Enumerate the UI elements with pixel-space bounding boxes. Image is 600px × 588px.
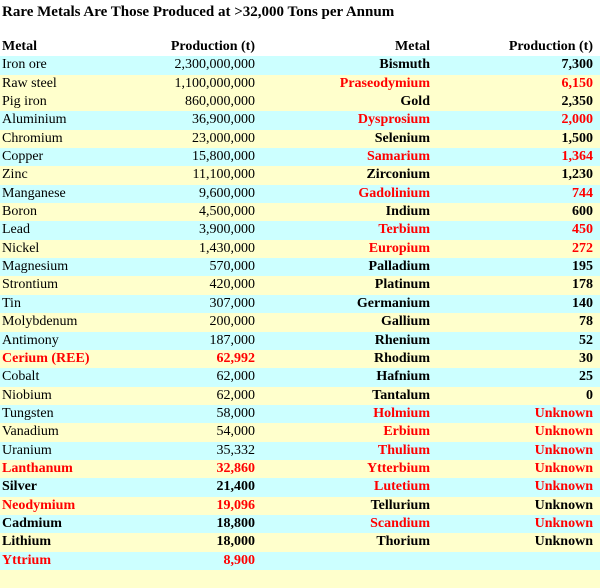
metal-cell: Palladium — [368, 259, 430, 275]
metal-cell: Molybdenum — [2, 314, 78, 330]
table-row — [0, 552, 600, 570]
table-row — [0, 295, 600, 313]
production-cell: 420,000 — [209, 277, 255, 293]
metal-cell: Holmium — [373, 405, 430, 421]
metal-cell: Praseodymium — [339, 75, 430, 91]
production-cell: 1,430,000 — [199, 240, 255, 256]
table-header-row — [0, 38, 600, 56]
metal-cell: Gold — [400, 94, 430, 110]
table-row — [0, 368, 600, 386]
metal-cell: Yttrium — [2, 552, 51, 568]
production-cell: 178 — [572, 277, 593, 293]
metal-cell: Lanthanum — [2, 460, 73, 476]
production-cell: Unknown — [534, 479, 593, 495]
production-cell: 4,500,000 — [199, 204, 255, 220]
table-row — [0, 221, 600, 239]
table-row — [0, 130, 600, 148]
production-cell: 1,500 — [561, 130, 593, 146]
metal-cell: Germanium — [356, 295, 430, 311]
production-cell: 35,332 — [216, 442, 255, 458]
metal-cell: Vanadium — [2, 424, 59, 440]
metal-cell: Copper — [2, 149, 44, 165]
metal-cell: Bismuth — [379, 57, 430, 73]
table-row — [0, 332, 600, 350]
table-row — [0, 442, 600, 460]
metal-cell: Aluminium — [2, 112, 67, 128]
production-cell: 11,100,000 — [192, 167, 255, 183]
column-header: Production (t) — [155, 38, 255, 56]
production-cell: 62,000 — [216, 387, 255, 403]
metal-cell: Samarium — [367, 149, 430, 165]
metal-cell: Thorium — [376, 534, 430, 550]
metal-cell: Zinc — [2, 167, 28, 183]
production-cell: 9,600,000 — [199, 185, 255, 201]
column-header: Metal — [0, 38, 155, 56]
metal-cell: Neodymium — [2, 497, 76, 513]
metal-cell: Cerium (REE) — [2, 350, 90, 366]
metal-cell: Hafnium — [376, 369, 430, 385]
metal-cell: Tungsten — [2, 405, 54, 421]
metal-cell: Chromium — [2, 130, 63, 146]
production-cell: 54,000 — [216, 424, 255, 440]
production-cell: 78 — [579, 314, 593, 330]
production-cell: 62,000 — [216, 369, 255, 385]
metal-cell: Zirconium — [366, 167, 430, 183]
table-row — [0, 460, 600, 478]
partial-bottom-row — [0, 570, 600, 588]
production-cell: 25 — [579, 369, 593, 385]
table-row — [0, 56, 600, 74]
table-row — [0, 185, 600, 203]
production-cell: 187,000 — [209, 332, 255, 348]
production-cell: 200,000 — [209, 314, 255, 330]
production-cell: 18,000 — [216, 534, 255, 550]
metal-cell: Rhenium — [374, 332, 430, 348]
table-row — [0, 258, 600, 276]
metal-cell: Tantalum — [372, 387, 430, 403]
production-cell: Unknown — [534, 515, 593, 531]
production-cell: 3,900,000 — [199, 222, 255, 238]
table-row — [0, 75, 600, 93]
metal-cell: Scandium — [370, 515, 430, 531]
production-cell: 744 — [572, 185, 593, 201]
metal-cell: Pig iron — [2, 94, 47, 110]
metal-cell: Rhodium — [373, 350, 430, 366]
metals-table — [0, 38, 600, 588]
metal-cell: Silver — [2, 479, 37, 495]
table-row — [0, 387, 600, 405]
metal-cell: Cobalt — [2, 369, 40, 385]
production-cell: 6,150 — [561, 75, 593, 91]
metal-cell: Iron ore — [2, 57, 47, 73]
production-cell: 23,000,000 — [192, 130, 255, 146]
metal-cell: Nickel — [2, 240, 40, 256]
metal-cell: Lutetium — [374, 479, 430, 495]
metal-cell — [255, 552, 430, 570]
metal-cell: Thulium — [377, 442, 430, 458]
production-cell: Unknown — [534, 424, 593, 440]
production-cell: Unknown — [534, 534, 593, 550]
table-row — [0, 203, 600, 221]
metal-cell: Strontium — [2, 277, 59, 293]
production-cell: 32,860 — [216, 460, 255, 476]
metal-cell: Cadmium — [2, 515, 62, 531]
metal-cell: Manganese — [2, 185, 66, 201]
metal-cell: Magnesium — [2, 259, 69, 275]
metal-cell: Tin — [2, 295, 21, 311]
production-cell: 7,300 — [561, 57, 593, 73]
production-cell: 30 — [579, 350, 593, 366]
table-row — [0, 405, 600, 423]
metal-cell: Selenium — [374, 130, 430, 146]
column-header: Metal — [255, 38, 430, 56]
table-row — [0, 111, 600, 129]
production-cell: 307,000 — [209, 295, 255, 311]
column-header: Production (t) — [430, 38, 600, 56]
table-row — [0, 240, 600, 258]
table-row — [0, 276, 600, 294]
production-cell: 36,900,000 — [192, 112, 255, 128]
table-row — [0, 515, 600, 533]
metal-cell: Ytterbium — [367, 460, 430, 476]
metal-cell: Boron — [2, 204, 37, 220]
production-cell: 21,400 — [216, 479, 255, 495]
production-cell: 2,300,000,000 — [174, 57, 255, 73]
metal-cell: Terbium — [378, 222, 430, 238]
production-cell: 1,100,000,000 — [174, 75, 255, 91]
metal-cell: Platinum — [374, 277, 430, 293]
production-cell: 195 — [572, 259, 593, 275]
production-cell: 52 — [579, 332, 593, 348]
metal-cell: Lead — [2, 222, 30, 238]
table-row — [0, 166, 600, 184]
production-cell: Unknown — [534, 405, 593, 421]
table-row — [0, 313, 600, 331]
table-row — [0, 93, 600, 111]
production-cell: 140 — [572, 295, 593, 311]
production-cell: Unknown — [534, 460, 593, 476]
production-cell: 58,000 — [216, 405, 255, 421]
table-row — [0, 478, 600, 496]
table-row — [0, 148, 600, 166]
metal-cell: Indium — [385, 204, 430, 220]
production-cell: Unknown — [534, 442, 593, 458]
metal-cell: Uranium — [2, 442, 52, 458]
metal-cell: Niobium — [2, 387, 52, 403]
page-title: Rare Metals Are Those Produced at >32,000 Tons per Annum — [2, 4, 395, 20]
production-cell: 272 — [572, 240, 593, 256]
table-row — [0, 423, 600, 441]
metal-cell: Tellurium — [370, 497, 430, 513]
metal-cell: Gallium — [380, 314, 430, 330]
production-cell: 1,230 — [561, 167, 593, 183]
production-cell: 2,000 — [561, 112, 593, 128]
production-cell: 2,350 — [561, 94, 593, 110]
production-cell: 18,800 — [216, 515, 255, 531]
production-cell: 570,000 — [209, 259, 255, 275]
production-cell — [430, 552, 600, 570]
metal-cell: Gadolinium — [358, 185, 430, 201]
production-cell: 450 — [572, 222, 593, 238]
production-cell: 600 — [572, 204, 593, 220]
metal-cell: Europium — [368, 240, 430, 256]
metal-cell: Lithium — [2, 534, 52, 550]
metal-cell: Raw steel — [2, 75, 57, 91]
production-cell: 1,364 — [561, 149, 593, 165]
table-row — [0, 350, 600, 368]
production-cell: 15,800,000 — [192, 149, 255, 165]
table-row — [0, 497, 600, 515]
production-cell: 0 — [586, 387, 593, 403]
metal-cell: Antimony — [2, 332, 59, 348]
production-cell: 19,096 — [216, 497, 255, 513]
metal-cell: Dysprosium — [357, 112, 430, 128]
production-cell: 8,900 — [223, 552, 255, 568]
metal-cell: Erbium — [383, 424, 430, 440]
table-row — [0, 533, 600, 551]
production-cell: Unknown — [534, 497, 593, 513]
production-cell: 62,992 — [216, 350, 255, 366]
production-cell: 860,000,000 — [185, 94, 255, 110]
